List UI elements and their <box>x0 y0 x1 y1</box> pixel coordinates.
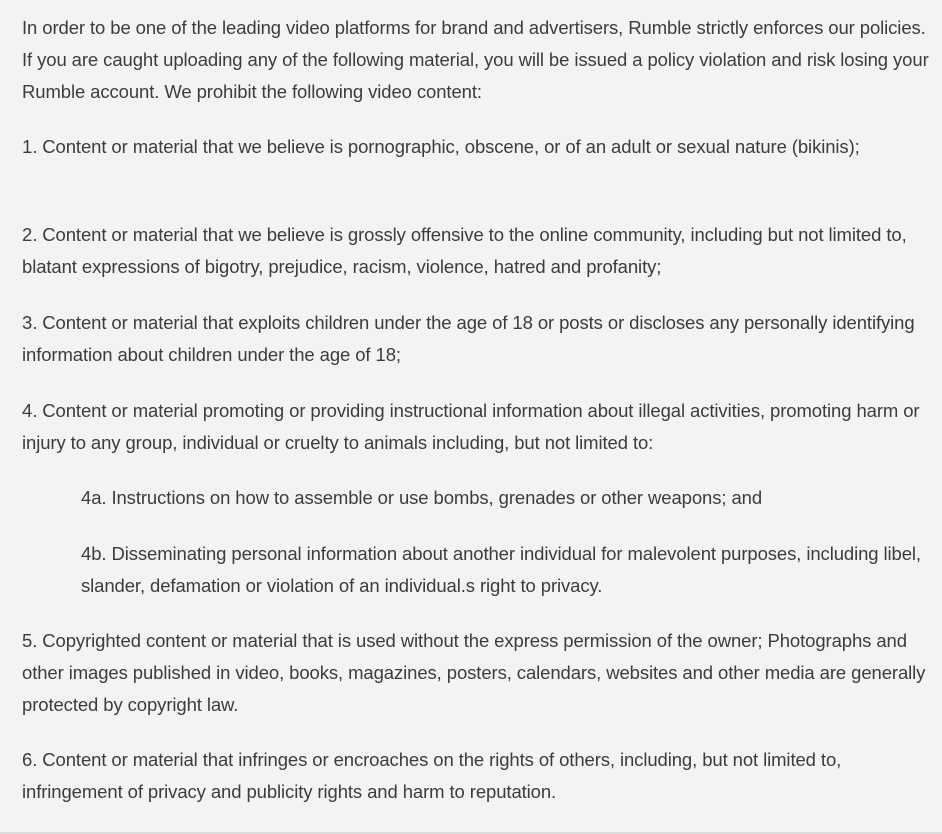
policy-item-2: 2. Content or material that we believe is grossly offensive to the online community, including but not limited to, blatant expressions of bigotry, prejudice, racism, violence, hatred and profanity; <box>22 224 907 277</box>
policy-subitem-4a: 4a. Instructions on how to assemble or use bombs, grenades or other weapons; and <box>81 487 763 508</box>
policy-item-4: 4. Content or material promoting or providing instructional information about illegal activities, promoting harm or injury to any group, individual or cruelty to animals including, but not limited to: <box>22 400 920 453</box>
policy-item-5: 5. Copyrighted content or material that is used without the express permission of the owner; Photographs and other images published in video, books, magazines, posters, calendars, websites and other media are generally protected by copyright law. <box>22 630 926 715</box>
policy-item-6: 6. Content or material that infringes or encroaches on the rights of others, including, but not limited to, infringement of privacy and publicity rights and harm to reputation. <box>22 749 842 802</box>
intro-paragraph: In order to be one of the leading video platforms for brand and advertisers, Rumble strictly enforces our policies. If you are caught uploading any of the following material, you will be issued a policy violation and risk losing your Rumble account. We prohibit the following video content: <box>22 17 929 102</box>
policy-item-1: 1. Content or material that we believe is pornographic, obscene, or of an adult or sexual nature (bikinis); <box>22 136 860 157</box>
policy-item-3: 3. Content or material that exploits children under the age of 18 or posts or discloses any personally identifying information about children under the age of 18; <box>22 312 915 365</box>
policy-subitem-4b: 4b. Disseminating personal information about another individual for malevolent purposes, including libel, slander, defamation or violation of an individual.s right to privacy. <box>81 543 921 596</box>
